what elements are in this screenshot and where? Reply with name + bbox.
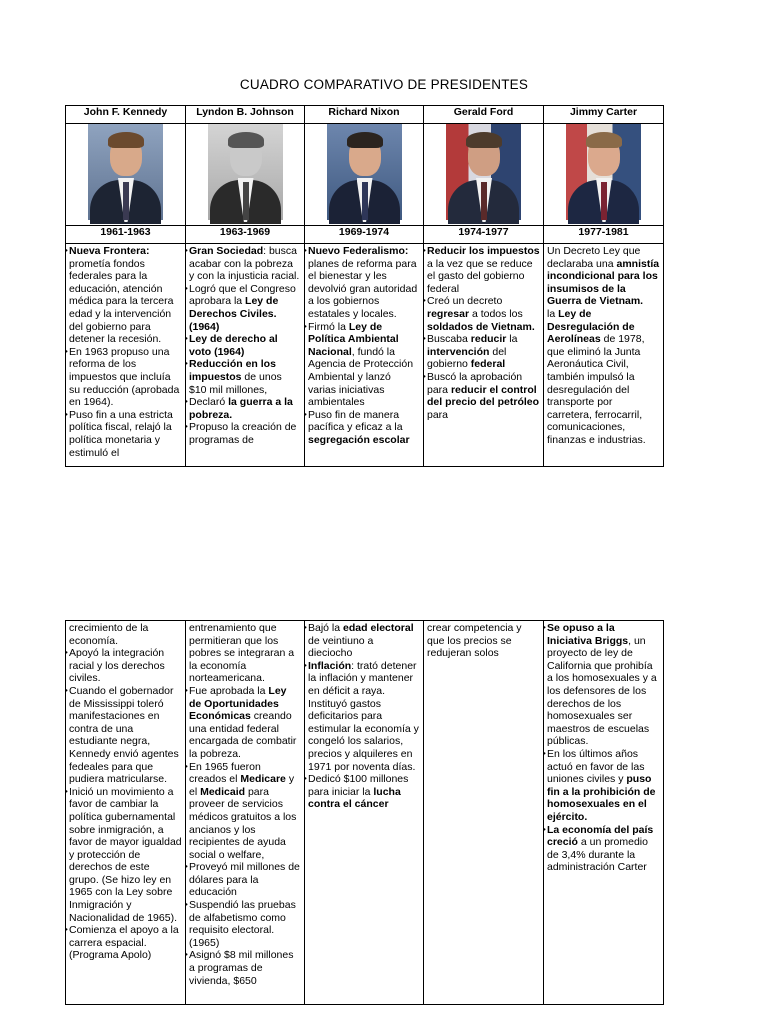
text: Fue aprobada la: [189, 684, 269, 697]
text: En 1963 propuso una reforma de los impuestos que incluía su reducción (aprobada en 1964).: [69, 345, 180, 409]
text: de veintiuno a dieciocho: [308, 634, 374, 660]
text: Firmó la: [308, 320, 349, 333]
text: de 1978, que eliminó la Junta Aeronáutica Civil, también impulsó la desregulación del transporte por carretera, ferrocarril, comunicaciones, finanzas e industrias.: [547, 333, 646, 446]
text: Cuando el gobernador de Mississippi toleró manifestaciones en contra de una estudiante negra, Kennedy envió agentes fedeales para que pudiera matricularse.: [69, 684, 179, 786]
text: Suspendió las pruebas de alfabetismo como requisito electoral. (1965): [189, 899, 296, 949]
policy-item: [185, 861, 301, 899]
bullet-icon: •: [185, 397, 188, 407]
text: Proveyó mil millones de dólares para la educación: [189, 861, 300, 899]
bullet-icon: •: [185, 359, 188, 369]
text: del gobierno: [427, 345, 507, 371]
text: Un Decreto Ley que declaraba una: [547, 245, 641, 270]
policy-item: [65, 245, 182, 346]
comparison-table-top: [65, 105, 664, 467]
bullet-icon: •: [185, 950, 188, 960]
president-name-nixon: Richard Nixon: [305, 106, 424, 124]
text: crecimiento de la economía.: [69, 622, 149, 647]
term-years-johnson: 1963-1969: [186, 226, 305, 244]
text: a todos los: [469, 307, 523, 320]
bold-text: Medicare: [240, 773, 286, 786]
policy-item: [185, 760, 301, 862]
policy-item: [427, 622, 540, 660]
text: entrenamiento que permitieran que los pobres se integraran a la economía norteamericana.: [189, 622, 295, 685]
bold-text: Reducción en los impuestos: [189, 358, 276, 383]
bold-text: Se opuso a la Iniciativa Briggs: [547, 622, 629, 647]
text: : trató detener la inflación y mantener en déficit a raya. Instituyó gastos deficitarios para estimular la economía y congeló los salarios, precios y alquileres en 1971 por noventa días.: [308, 659, 419, 773]
text: crear competencia y que los precios se redujeran solos: [427, 622, 522, 660]
bullet-icon: •: [304, 774, 307, 784]
bold-text: reducir: [470, 333, 507, 346]
text: Logró que el Congreso aprobara la: [189, 282, 296, 308]
nixon-policies-continued: [305, 621, 423, 1003]
bold-text: Reducir los impuestos: [427, 245, 540, 257]
bullet-icon: •: [65, 786, 68, 796]
policy-item: [423, 370, 540, 421]
photo-row: [66, 124, 664, 226]
policy-item: [65, 785, 182, 925]
bullet-icon: •: [185, 761, 188, 771]
policy-item: [65, 647, 182, 685]
text: de unos $10 mil millones,: [189, 370, 282, 396]
ford-portrait-photo: [446, 124, 521, 220]
bullet-icon: •: [185, 900, 188, 910]
bullet-icon: •: [65, 246, 68, 255]
bold-text: La economía del país creció: [547, 823, 654, 849]
bold-text: edad electoral: [343, 622, 414, 634]
johnson-portrait-photo: [208, 124, 283, 220]
carter-policies: [544, 244, 663, 465]
kennedy-policies: [66, 244, 185, 465]
policy-item: [185, 333, 301, 358]
bullet-icon: •: [543, 824, 546, 834]
text: prometía fondos federales para la educación, atención médica para la tercera edad y la intervención del gobierno para detener la recesión.: [69, 257, 174, 346]
policy-item: [185, 245, 301, 283]
years-row: [66, 226, 664, 244]
text: En 1965 fueron creados el: [189, 760, 261, 786]
text: Apoyó la integración racial y los derechos civiles.: [69, 647, 165, 685]
carter-policies-continued: [544, 621, 663, 1003]
bold-text: Ley de derecho al voto (1964): [189, 333, 278, 358]
bold-text: reducir el control del precio del petróleo: [427, 383, 540, 409]
text: Bajó la: [308, 622, 344, 634]
term-years-carter: 1977-1981: [544, 226, 664, 244]
policy-item: [185, 282, 301, 333]
carter-portrait-photo: [566, 124, 641, 220]
bullet-icon: •: [543, 748, 546, 758]
policy-item: [65, 924, 182, 962]
comparison-table-continued: [65, 620, 664, 1005]
policy-item: [547, 308, 660, 447]
bullet-icon: •: [423, 371, 426, 381]
bullet-icon: •: [65, 346, 68, 356]
president-name-kennedy: John F. Kennedy: [66, 106, 186, 124]
ford-policies-continued: [424, 621, 543, 1003]
text: Propuso la creación de programas de: [189, 421, 297, 446]
bullet-icon: •: [304, 246, 307, 255]
text: Buscaba: [427, 333, 471, 346]
johnson-policies-continued: [186, 621, 304, 1003]
text: Puso fin de manera pacífica y eficaz a la: [308, 408, 403, 434]
text: Buscó la aprobación para: [427, 370, 523, 396]
policy-item: [185, 899, 301, 949]
policy-item: [423, 295, 540, 333]
text: : busca acabar con la pobreza y con la injusticia racial.: [189, 245, 300, 283]
bold-text: Nuevo Federalismo:: [308, 245, 409, 257]
bold-text: Ley de Oportunidades Económicas: [189, 684, 287, 723]
bold-text: amnistía incondicional para los insumisos de la Guerra de Vietnam.: [547, 257, 660, 308]
bold-text: Inflación: [308, 659, 352, 672]
bold-text: intervención: [427, 345, 490, 358]
bullet-icon: •: [304, 321, 307, 331]
policy-item: [543, 747, 660, 824]
ford-policies: [424, 244, 543, 465]
policy-item: [304, 408, 420, 447]
text: Asignó $8 mil millones a programas de vivienda, $650: [189, 949, 294, 987]
bullet-icon: •: [185, 283, 188, 293]
text: Comienza el apoyo a la carrera espacial. (Programa Apolo): [69, 924, 179, 962]
policy-item: [543, 823, 660, 874]
policy-item: [185, 684, 301, 761]
policy-item: [65, 345, 182, 409]
bold-text: Ley de Política Ambiental Nacional: [308, 320, 399, 358]
bold-text: federal: [470, 358, 506, 371]
policy-item: [423, 333, 540, 371]
policy-item: [185, 358, 301, 396]
bullet-icon: •: [65, 925, 68, 935]
bold-text: regresar: [427, 307, 470, 320]
bullet-icon: •: [304, 409, 307, 419]
policy-item: [547, 245, 660, 308]
bullet-icon: •: [423, 334, 426, 344]
term-years-kennedy: 1961-1963: [66, 226, 186, 244]
text: a la vez que se reduce el gasto del gobierno federal: [427, 257, 533, 295]
text: planes de reforma para el bienestar y les devolvió gran autoridad a los gobiernos estatales y locales.: [308, 257, 418, 320]
policy-item: [185, 396, 301, 421]
bold-text: Ley de Desregulación de Aerolíneas: [547, 307, 635, 346]
bold-text: la guerra a la pobreza.: [189, 396, 293, 421]
text: a un promedio de 3,4% durante la administración Carter: [547, 836, 648, 874]
bullet-icon: •: [65, 409, 68, 419]
bold-text: segregación escolar: [308, 433, 410, 446]
policy-item: [65, 408, 182, 459]
bullet-icon: •: [65, 648, 68, 658]
header-row: [66, 106, 664, 124]
policy-item: [304, 659, 420, 773]
bullet-icon: •: [423, 296, 426, 306]
policy-item: [304, 320, 420, 409]
text: la: [506, 333, 518, 346]
policy-item: [543, 622, 660, 748]
bullet-icon: •: [304, 623, 307, 632]
term-years-ford: 1974-1977: [424, 226, 544, 244]
text: Declaró: [189, 396, 229, 409]
text: para proveer de servicios médicos gratuitos a los ancianos y los recipientes de ayuda social o welfare,: [189, 785, 297, 861]
text: , un proyecto de ley de California que prohibía a los homosexuales y a los defensores de los derechos de los homosexuales ser maestros de escuelas públicas.: [547, 634, 657, 748]
policy-item: [189, 622, 301, 685]
policy-item: [304, 773, 420, 811]
bullet-icon: •: [543, 623, 546, 632]
text: Inició un movimiento a favor de cambiar la política gubernamental sobre inmigración, a favor de mayor igualdad y protección de derechos de este grupo. (Se hizo ley en 1965 con la Ley sobre Inmigración y Nacionalidad de 1965).: [69, 785, 182, 924]
text: En los últimos años actuó en favor de las uniones civiles y: [547, 747, 645, 786]
text: y el: [189, 773, 295, 798]
bullet-icon: •: [185, 685, 188, 695]
text: la: [547, 307, 559, 320]
policies-row: [66, 244, 664, 467]
bullet-icon: •: [65, 685, 68, 695]
policy-item: [304, 622, 420, 660]
policy-item: [185, 949, 301, 987]
text: creando una entidad federal encargada de combatir la pobreza.: [189, 710, 297, 760]
kennedy-portrait-photo: [88, 124, 163, 220]
nixon-policies: [305, 244, 423, 465]
bold-text: Gran Sociedad: [189, 245, 264, 257]
kennedy-policies-continued: [66, 621, 185, 1003]
policy-item: [423, 245, 540, 295]
document-title: CUADRO COMPARATIVO DE PRESIDENTES: [239, 77, 529, 92]
bold-text: Medicaid: [200, 785, 246, 798]
president-name-johnson: Lyndon B. Johnson: [186, 106, 305, 124]
president-name-ford: Gerald Ford: [424, 106, 544, 124]
bold-text: Nueva Frontera:: [69, 245, 150, 257]
bullet-icon: •: [185, 422, 188, 432]
bullet-icon: •: [423, 246, 426, 255]
bullet-icon: •: [185, 862, 188, 872]
bullet-icon: •: [185, 246, 188, 255]
policy-item: [185, 421, 301, 446]
text: , fundó la Agencia de Protección Ambiental y lanzó varias iniciativas ambientales: [308, 345, 414, 409]
bullet-icon: •: [304, 660, 307, 670]
bold-text: lucha contra el cáncer: [308, 785, 401, 811]
president-name-carter: Jimmy Carter: [544, 106, 664, 124]
policies-continued-row: [66, 621, 664, 1005]
bold-text: Ley de Derechos Civiles. (1964): [189, 295, 279, 333]
text: Creó un decreto: [427, 295, 503, 308]
bold-text: puso fin a la prohibición de homosexuales en el ejército.: [547, 773, 656, 823]
text: Dedicó $100 millones para iniciar la: [308, 773, 409, 798]
term-years-nixon: 1969-1974: [305, 226, 424, 244]
bold-text: soldados de Vietnam.: [427, 320, 535, 333]
bullet-icon: •: [185, 334, 188, 344]
johnson-policies: [186, 244, 304, 465]
text: Puso fin a una estricta política fiscal, relajó la política monetaria y estimuló el: [69, 408, 173, 459]
nixon-portrait-photo: [327, 124, 402, 220]
text: para: [427, 408, 449, 421]
policy-item: [65, 684, 182, 786]
policy-item: [69, 622, 182, 647]
policy-item: [304, 245, 420, 321]
